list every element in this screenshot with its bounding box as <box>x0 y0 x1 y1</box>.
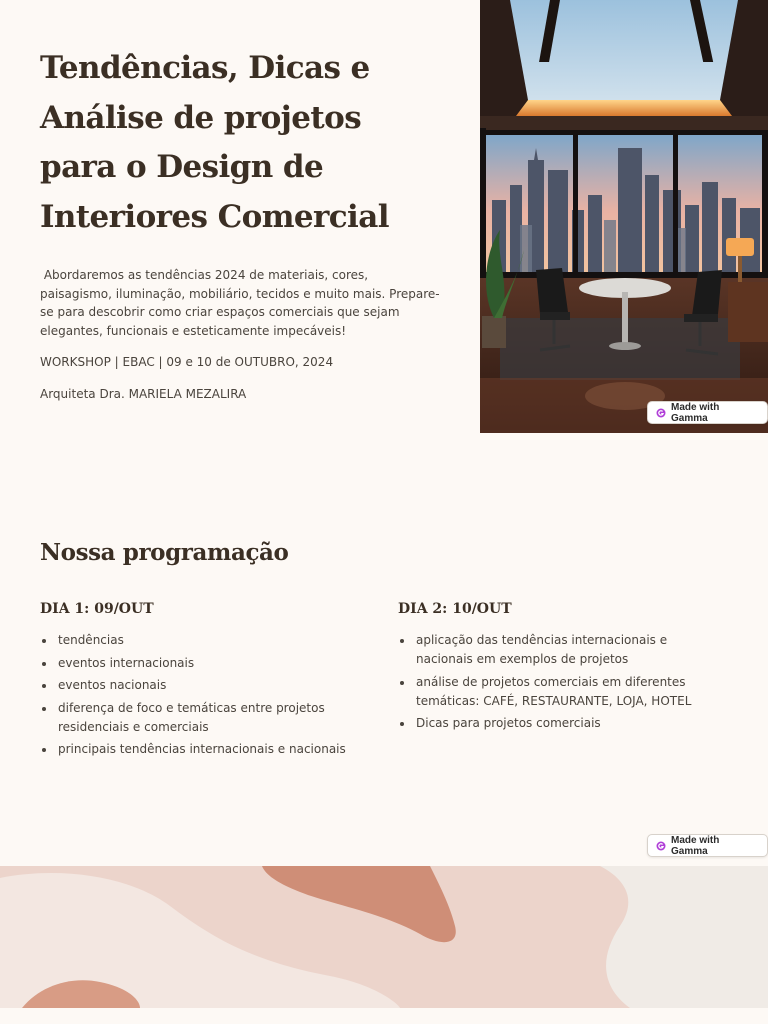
made-with-gamma-badge[interactable] <box>647 401 768 424</box>
list-item: diferença de foco e temáticas entre projetos residenciais e comerciais <box>40 699 370 737</box>
author-name: Arquiteta Dra. MARIELA MEZALIRA <box>40 387 247 401</box>
list-item: eventos nacionais <box>40 676 370 695</box>
hero-title: Tendências, Dicas e Análise de projetos para o Design de Interiores Comercial <box>40 50 389 235</box>
list-item: principais tendências internacionais e nacionais <box>40 740 370 759</box>
office-with-city-view-image <box>480 0 768 433</box>
made-with-gamma-badge[interactable] <box>647 834 768 857</box>
day-2-title: DIA 2: 10/OUT <box>398 601 512 617</box>
list-item: eventos internacionais <box>40 654 370 673</box>
badge-label: Made with Gamma <box>671 834 720 857</box>
hero-description: Abordaremos as tendências 2024 de materiais, cores, paisagismo, iluminação, mobiliário, tecidos e muito mais. Prepare-se para descobrir como criar espaços comerciais que sejam elegantes, funcionais e esteticamente impecáveis! <box>40 268 440 338</box>
section-title: Nossa programação <box>40 539 289 566</box>
hero-text-block <box>40 44 440 403</box>
day-1-list <box>40 631 370 759</box>
list-item: análise de projetos comerciais em diferentes temáticas: CAFÉ, RESTAURANTE, LOJA, HOTEL <box>398 673 718 711</box>
list-item: Dicas para projetos comerciais <box>398 714 718 733</box>
programacao-section <box>40 538 740 756</box>
event-meta: WORKSHOP | EBAC | 09 e 10 de OUTUBRO, 2024 <box>40 355 334 369</box>
badge-label: Made with Gamma <box>671 401 720 424</box>
day-2-list <box>398 631 728 733</box>
gamma-logo-icon <box>656 408 666 418</box>
day-2-column <box>398 600 728 737</box>
decorative-shapes-banner <box>0 866 768 1008</box>
gamma-logo-icon <box>656 841 666 851</box>
hero-section <box>0 0 768 433</box>
day-1-title: DIA 1: 09/OUT <box>40 601 154 617</box>
day-1-column <box>40 600 370 763</box>
list-item: aplicação das tendências internacionais e nacionais em exemplos de projetos <box>398 631 718 669</box>
footer-strip <box>0 1008 768 1024</box>
list-item: tendências <box>40 631 370 650</box>
